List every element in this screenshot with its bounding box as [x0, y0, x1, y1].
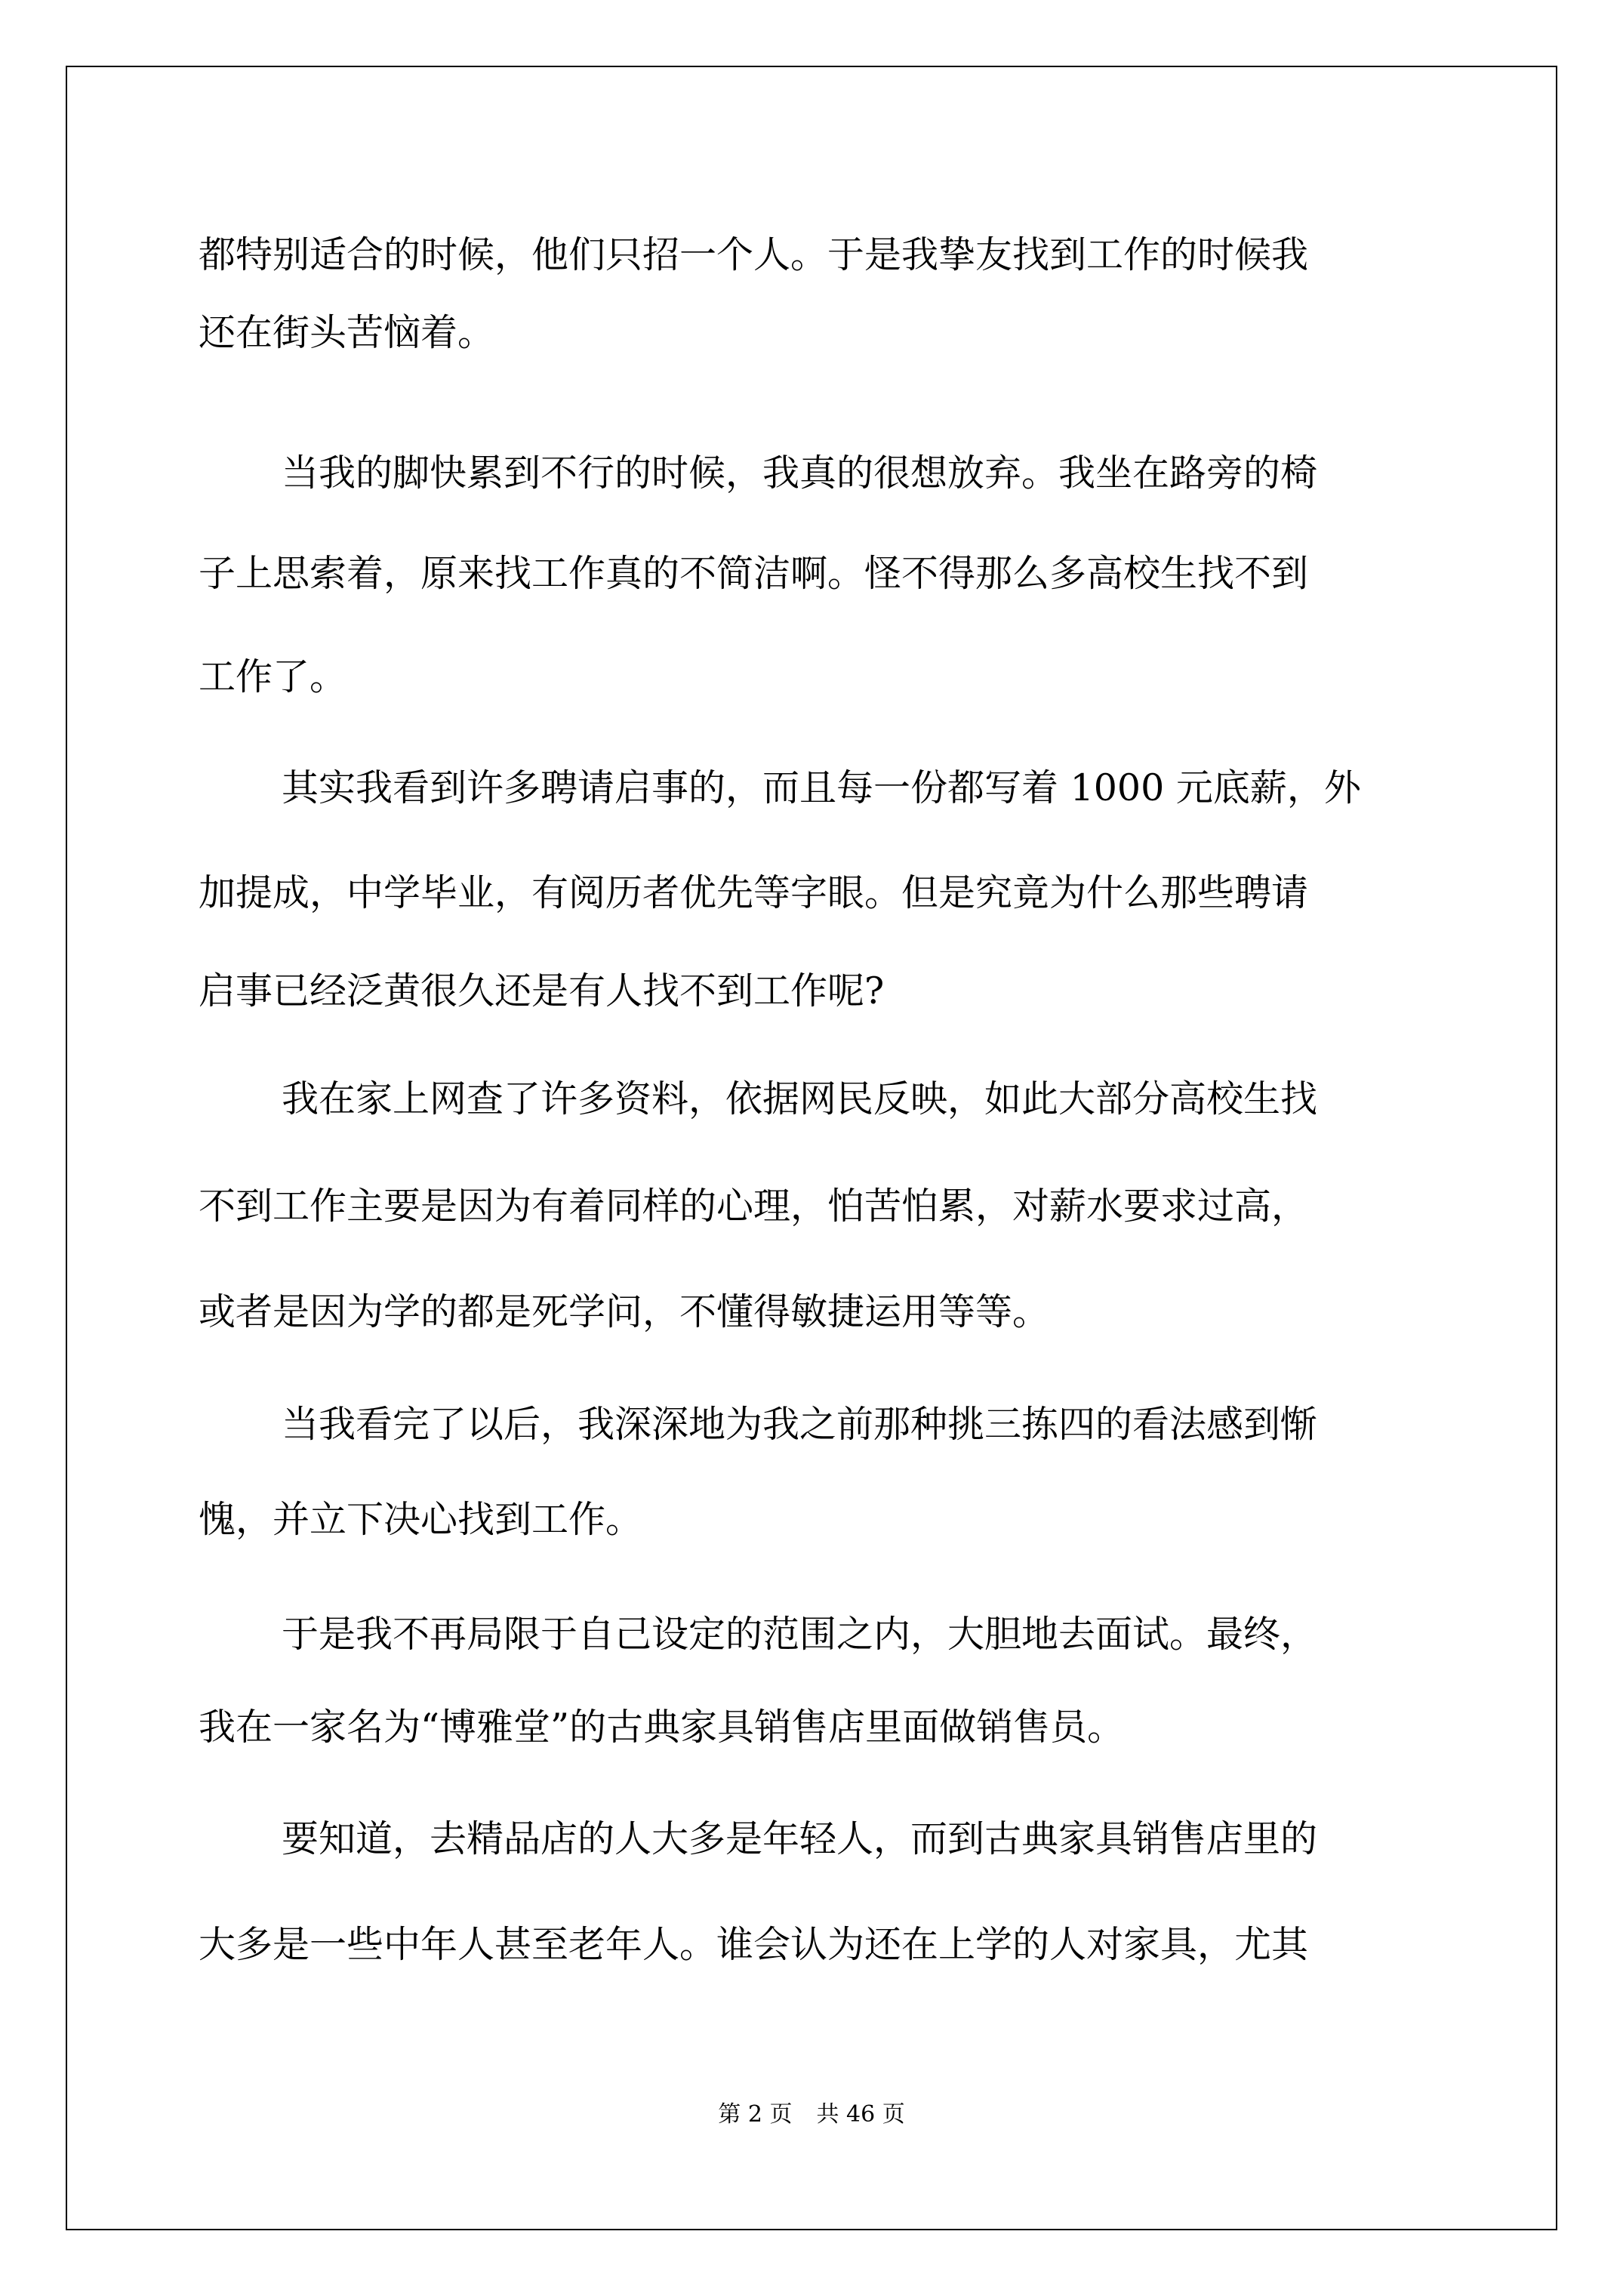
text-line: 愧，并立下决心找到工作。 — [199, 1498, 643, 1541]
text-line: 要知道，去精品店的人大多是年轻人，而到古典家具销售店里的 — [282, 1817, 1318, 1860]
text-line: 都特别适合的时候，他们只招一个人。于是我挚友找到工作的时候我 — [199, 233, 1309, 276]
text-line: 不到工作主要是因为有着同样的心理，怕苦怕累，对薪水要求过高， — [199, 1185, 1309, 1228]
text-line: 加提成，中学毕业，有阅历者优先等字眼。但是究竟为什么那些聘请 — [199, 871, 1309, 914]
text-line: 我在一家名为“博雅堂”的古典家具销售店里面做销售员。 — [199, 1706, 1125, 1749]
text-line: 其实我看到许多聘请启事的，而且每一份都写着 1000 元底薪，外 — [282, 766, 1361, 809]
text-line: 工作了。 — [199, 655, 347, 698]
text-line: 大多是一些中年人甚至老年人。谁会认为还在上学的人对家具，尤其 — [199, 1923, 1309, 1966]
text-line: 当我的脚快累到不行的时候，我真的很想放弃。我坐在路旁的椅 — [282, 451, 1318, 495]
page-total: 共 46 页 — [816, 2101, 905, 2128]
text-line: 当我看完了以后，我深深地为我之前那种挑三拣四的看法感到惭 — [282, 1403, 1318, 1446]
text-line: 还在街头苦恼着。 — [199, 311, 495, 354]
text-line: 启事已经泛黄很久还是有人找不到工作呢? — [199, 969, 885, 1012]
text-line: 于是我不再局限于自己设定的范围之内，大胆地去面试。最终， — [282, 1613, 1318, 1656]
page-border — [66, 66, 1557, 2230]
text-line: 或者是因为学的都是死学问，不懂得敏捷运用等等。 — [199, 1290, 1050, 1333]
text-line: 我在家上网查了许多资料，依据网民反映，如此大部分高校生找 — [282, 1077, 1318, 1120]
page-number: 第 2 页 — [718, 2101, 793, 2128]
page-footer — [0, 2100, 1623, 2130]
text-line: 子上思索着，原来找工作真的不简洁啊。怪不得那么多高校生找不到 — [199, 552, 1309, 595]
